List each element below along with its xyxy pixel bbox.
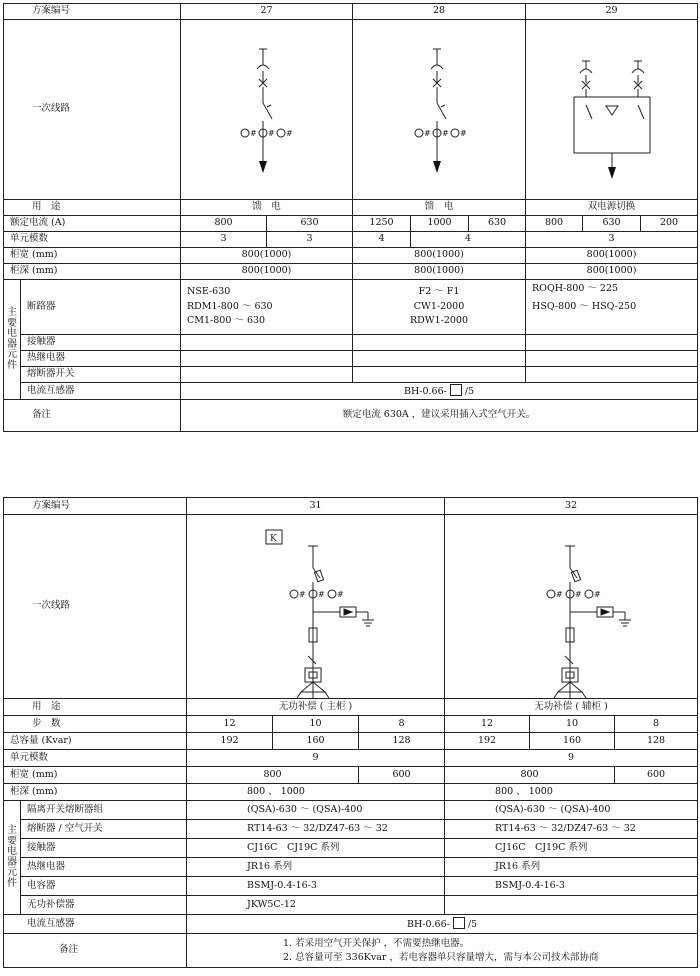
circuit-diagram-29 [526,20,698,200]
scheme-number: 28 [353,4,526,20]
svg-text:#: # [460,128,467,138]
thermal-relay-model: JR16 系列 [445,858,698,877]
scheme-table-27-29 [3,3,698,432]
main-components-label: 主 要 电 器 元 件 [4,801,21,915]
thermal-relay-label: 热继电器 [21,351,181,367]
capacity-label: 总容量 (Kvar) [4,733,187,750]
rated-current: 630 [469,216,526,232]
cabinet-depth: 800(1000) [353,264,526,280]
modules: 9 [187,750,445,767]
modules-label: 单元模数 [4,232,181,248]
circuit-diagram-27 [181,20,353,200]
fuse-switch-label: 熔断器开关 [21,367,181,383]
scheme-number: 31 [187,498,445,515]
modules: 9 [445,750,698,767]
dual-power-circuit-diagram [526,21,698,199]
rated-current: 1000 [411,216,469,232]
capacity: 192 [445,733,530,750]
usage: 双电源切换 [526,200,698,216]
current-transformer-label: 电流互感器 [4,915,187,934]
capacity: 128 [359,733,445,750]
depth-label: 柜深 (mm) [4,264,181,280]
cabinet-depth: 800 、 1000 [187,784,445,801]
capacity: 192 [187,733,273,750]
remark-label: 备注 [4,934,187,968]
primary-circuit-label: 一次线路 [4,20,181,200]
circuit-diagram-32 [445,515,698,699]
current-transformer-value: BH-0.66- /5 [181,383,698,400]
compensation-circuit-diagram [188,516,444,698]
circuit-diagram-28 [353,20,526,200]
width-label: 柜宽 (mm) [4,767,187,784]
rated-current-label: 额定电流 (A) [4,216,181,232]
capacity: 160 [273,733,359,750]
isolator-fuse-model: (QSA)-630 ～ (QSA)-400 [187,801,445,820]
modules: 3 [526,232,698,248]
fuse-breaker-model: RT14-63 ～ 32/DZ47-63 ～ 32 [445,820,698,839]
svg-text:#: # [286,128,293,138]
fuse-breaker-label: 熔断器 / 空气开关 [21,820,187,839]
cabinet-depth: 800(1000) [181,264,353,280]
svg-text:#: # [268,128,275,138]
usage: 馈 电 [353,200,526,216]
steps: 10 [273,716,359,733]
remark-line: 1. 若采用空气开关保护 ，不需要热继电器。 [283,937,470,949]
rated-current: 200 [641,216,698,232]
scheme-number: 32 [445,498,698,515]
svg-text:#: # [317,589,325,599]
capacity: 128 [615,733,698,750]
capacitor-model: BSMJ-0.4-16-3 [187,877,445,896]
svg-text:#: # [442,128,449,138]
breaker-models-28: F2 ～ F1 CW1-2000 RDW1-2000 [353,280,526,335]
cabinet-width: 600 [359,767,445,784]
svg-text:#: # [556,589,563,599]
cabinet-depth: 800 、 1000 [445,784,698,801]
contactor-label: 接触器 [21,839,187,858]
modules: 4 [353,232,411,248]
feeder-circuit-diagram [353,21,525,199]
thermal-relay-model: JR16 系列 [187,858,445,877]
remarks [187,934,698,968]
modules: 3 [181,232,267,248]
compensator-model [445,896,698,915]
contactor-label: 接触器 [21,335,181,351]
steps: 10 [530,716,615,733]
contactor-model: CJ16C CJ19C 系列 [445,839,698,858]
rated-current: 630 [267,216,353,232]
remark: 额定电流 630A ，建议采用插入式空气开关。 [181,400,698,432]
steps: 12 [187,716,273,733]
modules: 4 [411,232,526,248]
capacity: 160 [530,733,615,750]
svg-text:#: # [594,589,601,599]
rated-current: 1250 [353,216,411,232]
remark-label: 备注 [4,400,181,432]
main-components-label: 主 要 电 器 元 件 [4,280,21,400]
steps: 8 [359,716,445,733]
modules-label: 单元模数 [4,750,187,767]
isolator-fuse-label: 隔离开关熔断器组 [21,801,187,820]
current-transformer-value: BH-0.66- /5 [187,915,698,934]
breaker-models-29: ROQH-800 ～ 225 HSQ-800 ～ HSQ-250 [526,280,698,335]
fuse-breaker-model: RT14-63 ～ 32/DZ47-63 ～ 32 [187,820,445,839]
cabinet-width: 800(1000) [181,248,353,264]
usage-label: 用 途 [4,699,187,716]
usage: 无功补偿 ( 主柜 ) [187,699,445,716]
breaker-label: 断路器 [21,280,181,335]
cabinet-width: 800(1000) [526,248,698,264]
compensation-circuit-diagram [445,516,697,698]
capacitor-label: 电容器 [21,877,187,896]
cabinet-width: 800 [445,767,615,784]
svg-text:#: # [336,589,344,599]
usage: 无功补偿 ( 辅柜 ) [445,699,698,716]
cabinet-width: 600 [615,767,698,784]
feeder-circuit-diagram [181,21,353,199]
steps-label: 步 数 [4,716,187,733]
contactor-model: CJ16C CJ19C 系列 [187,839,445,858]
rated-current: 800 [526,216,583,232]
circuit-diagram-31 [187,515,445,699]
usage-label: 用 途 [4,200,181,216]
depth-label: 柜深 (mm) [4,784,187,801]
usage: 馈 电 [181,200,353,216]
cabinet-width: 800(1000) [353,248,526,264]
svg-text:#: # [250,128,257,138]
primary-circuit-label: 一次线路 [4,515,187,699]
svg-text:#: # [298,589,306,599]
svg-text:#: # [575,589,582,599]
compensator-label: 无功补偿器 [21,896,187,915]
scheme-number-label: 方案编号 [4,4,181,20]
cabinet-depth: 800(1000) [526,264,698,280]
isolator-fuse-model: (QSA)-630 ～ (QSA)-400 [445,801,698,820]
compensator-model: JKW5C-12 [187,896,445,915]
scheme-table-31-32 [3,497,698,968]
current-transformer-label: 电流互感器 [21,383,181,400]
remark-line: 2. 总容量可至 336Kvar ，若电容器单只容量增大，需与本公司技术部协商 [283,951,599,963]
scheme-number: 27 [181,4,353,20]
capacitor-model: BSMJ-0.4-16-3 [445,877,698,896]
k-label: K [269,533,277,544]
thermal-relay-label: 热继电器 [21,858,187,877]
modules: 3 [267,232,353,248]
scheme-number-label: 方案编号 [4,498,187,515]
cabinet-width: 800 [187,767,359,784]
steps: 8 [615,716,698,733]
width-label: 柜宽 (mm) [4,248,181,264]
svg-text:#: # [424,128,431,138]
steps: 12 [445,716,530,733]
rated-current: 800 [181,216,267,232]
rated-current: 630 [583,216,641,232]
scheme-number: 29 [526,4,698,20]
breaker-models-27: NSE-630 RDM1-800 ～ 630 CM1-800 ～ 630 [181,280,353,335]
